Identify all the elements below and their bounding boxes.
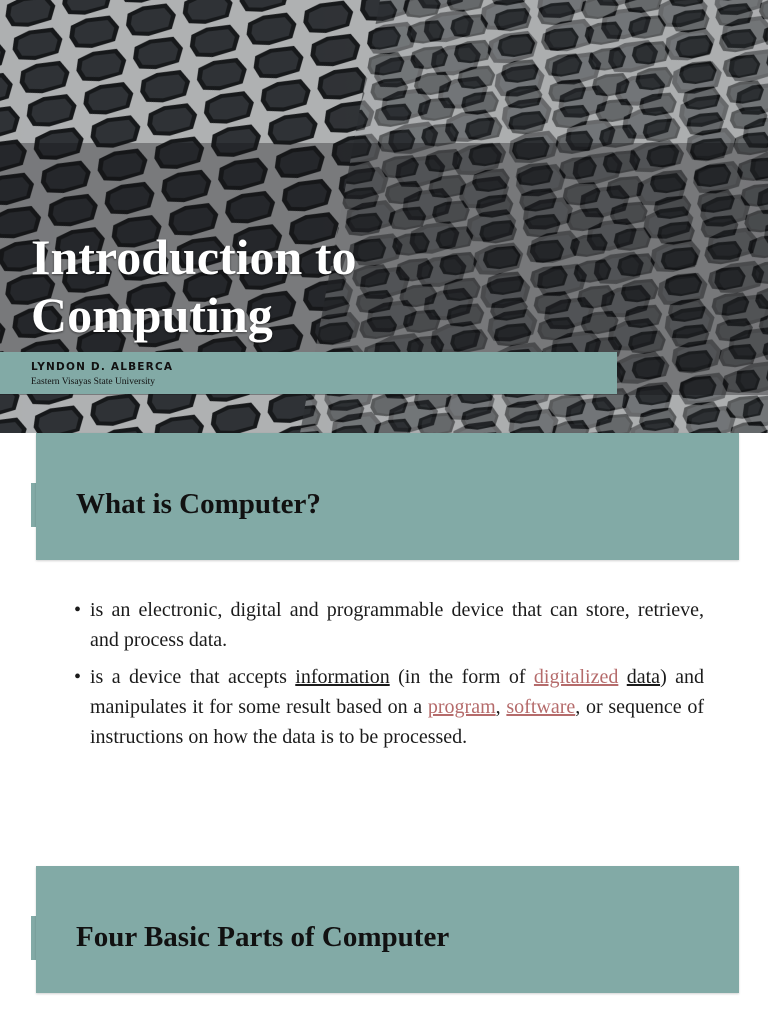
bullet-marker: • (74, 599, 82, 621)
information-link[interactable]: information (295, 666, 390, 688)
bullet-item (74, 662, 704, 752)
title-slide (0, 0, 768, 433)
bullet-text-part: , or sequence of instructions on how the data is to be processed. (90, 696, 704, 748)
author-bar (0, 352, 617, 394)
bullet-text-part: , (495, 696, 507, 718)
digitalized-link[interactable]: digitalized (533, 666, 619, 688)
data-link[interactable]: data (626, 666, 661, 688)
definition-bullet-list (74, 595, 704, 759)
bullet-item (74, 595, 704, 655)
presentation-title (31, 228, 591, 344)
program-link[interactable]: program (427, 696, 496, 718)
bullet-text-part (618, 666, 626, 688)
software-link[interactable]: software (506, 696, 576, 718)
author-name: LYNDON D. ALBERCA (31, 361, 174, 373)
bullet-text: is an electronic, digital and programmable device that can store, retrieve, and process data. (90, 599, 704, 651)
bullet-text-part: is a device that accepts (90, 666, 296, 688)
bullet-text-part: ) and manipulates it for some result based on a (90, 666, 705, 718)
slide-four-basic-parts (0, 866, 768, 1024)
title-line-1: Introduction to (31, 229, 357, 285)
author-affiliation: Eastern Visayas State University (31, 377, 156, 387)
bullet-text-part: (in the form of (389, 666, 534, 688)
bullet-marker: • (74, 666, 82, 688)
slide-heading: What is Computer? (76, 488, 321, 520)
title-line-2: Computing (31, 287, 273, 343)
slide-heading: Four Basic Parts of Computer (76, 921, 450, 953)
